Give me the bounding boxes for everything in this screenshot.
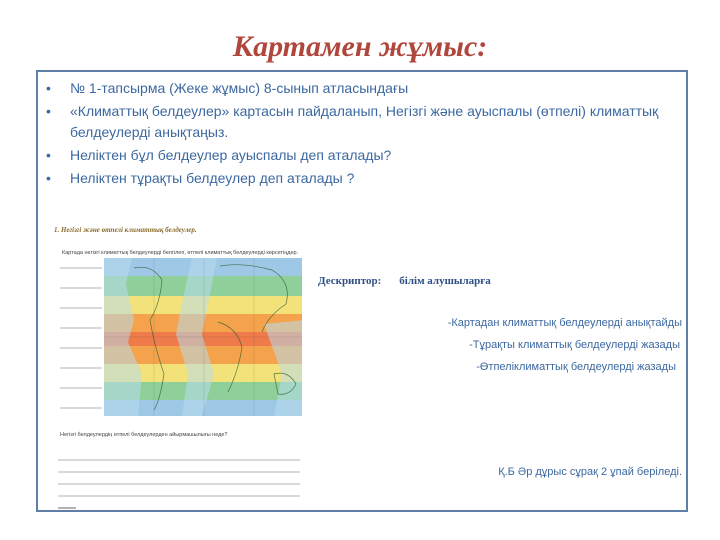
bullet-text: Неліктен тұрақты белдеулер деп аталады ? xyxy=(70,170,355,186)
bullet-dot-icon: • xyxy=(46,103,51,119)
task-bullet-list xyxy=(38,78,678,191)
bullet-text: «Климаттық белдеулер» картасын пайдаланып, Негізгі және ауыспалы (өтпелі) климаттық белдеулерді анықтаңыз. xyxy=(70,103,659,140)
worksheet-question: Негізгі белдеулердің өтпелі белдеулерден айырмашылығы неде? xyxy=(60,432,228,438)
descriptor-item: -Картадан климаттық белдеулерді анықтайды xyxy=(447,317,682,329)
bullet-item xyxy=(38,78,678,99)
descriptor-target: білім алушыларға xyxy=(399,275,491,287)
descriptor-item: -Өтпеліклиматтық белдеулерді жазады xyxy=(476,361,676,373)
worksheet-heading: 1. Негізгі және өтпелі климаттық белдеулер. xyxy=(54,226,197,234)
bullet-item xyxy=(38,101,678,143)
descriptor-item: -Тұрақты климаттық белдеулерді жазады xyxy=(469,339,680,351)
bullet-text: Неліктен бұл белдеулер ауыспалы деп аталады? xyxy=(70,147,392,163)
worksheet-instruction: Картада негізгі климаттық белдеулерді белгілеп, өтпелі климаттық белдеулерді көрсетіңдер. xyxy=(62,250,299,256)
slide-title: Картамен жұмыс: xyxy=(232,30,488,63)
descriptor-label: Дескриптор: xyxy=(318,275,382,287)
bullet-item xyxy=(38,168,678,189)
bullet-item xyxy=(38,145,678,166)
worksheet-image xyxy=(42,224,302,509)
bullet-text: № 1-тапсырма (Жеке жұмыс) 8-сынып атласындағы xyxy=(70,80,409,96)
content-frame xyxy=(36,70,688,512)
scoring-note: Қ.Б Әр дұрыс сұрақ 2 ұпай беріледі. xyxy=(498,466,682,478)
descriptor-heading xyxy=(318,275,491,287)
bullet-dot-icon: • xyxy=(46,170,51,186)
bullet-dot-icon: • xyxy=(46,147,51,163)
bullet-dot-icon: • xyxy=(46,80,51,96)
climate-zone-map xyxy=(42,224,302,509)
